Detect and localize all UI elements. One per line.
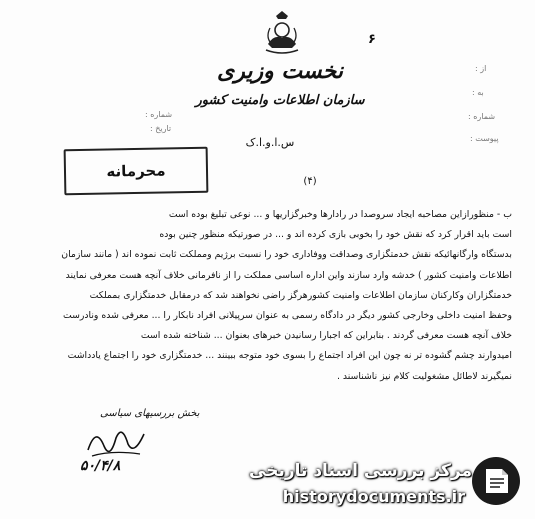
letterhead-title: نخست وزیری (217, 58, 343, 84)
body-line: اطلاعات وامنیت کشور ) خدشه وارد سازند واین اداره اساسی مملکت را از نافرمانی خلاف آنچه هست معرفی نمایند (65, 269, 512, 281)
letterhead-reference: س.ا.و.ا.ک (245, 136, 295, 149)
lion-and-sun-emblem-icon (262, 10, 302, 56)
reference-line: (۴) (303, 176, 317, 187)
body-line: نمیگیرند لاطائل مشغولیت کلام نیز ناشناسند . (336, 370, 512, 382)
closing-department: بخش بررسیهای سیاسی (100, 408, 200, 419)
field-from: از : (475, 64, 487, 73)
letterhead-organization: سازمان اطلاعات وامنیت کشور (195, 93, 365, 108)
body-line: وحفظ امنیت داخلی وخارجی کشور دیگر در دادگاه رسمی به عنوان سرپیلانی افراد نابکار را ... معرفی شده ونادرست (62, 310, 512, 322)
field-number: شماره : (468, 112, 496, 121)
field-date-left: تاریخ : (150, 124, 172, 133)
letter-body (40, 205, 512, 387)
watermark-url: historydocuments.ir (282, 487, 465, 506)
classification-stamp: محرمانه (64, 147, 209, 196)
corner-mark: ۶ (368, 32, 376, 47)
body-line: خدمتگزاران وکارکنان سازمان اطلاعات وامنیت کشورهرگز راضی نخواهند شد که درمقابل خدمتگزاری بمملکت (89, 289, 512, 301)
watermark-name: مرکز بررسی اسناد تاریخی (249, 461, 472, 481)
body-line: امیدوارند چشم گشوده تر نه چون این افراد اجتماع را بسوی خود متوجه ببینند ... خدمتگزاری خود را اجتماع یادداشت (67, 350, 512, 362)
field-number-left: شماره : (145, 110, 173, 119)
document-archive-logo-icon (470, 455, 522, 507)
body-line: بدستگاه وارگانهائیکه نقش خدمتگزاری وصداقت ووفاداری خود را نسبت برژیم ومملکت ثابت نموده اند ( مانند سازمان (61, 249, 512, 261)
field-to: به : (472, 88, 484, 97)
field-attachment: پیوست : (470, 134, 499, 143)
body-line: خلاف آنچه هست معرفی گردند . بنابراین که اجبارا رسانیدن خبرهای بعنوان ... شناخته شده است (140, 330, 512, 342)
body-line: است باید اقرار کرد که نقش خود را بخوبی بازی کرده اند و ... در صورتیکه منظور چنین بوده (159, 229, 512, 241)
body-line: ب - منظورازاین مصاحبه ایجاد سروصدا در رادارها وخبرگزاریها و ... نوعی تبلیغ بوده است (168, 209, 512, 220)
signature-date: ۵۰/۴/۸ (80, 458, 121, 474)
